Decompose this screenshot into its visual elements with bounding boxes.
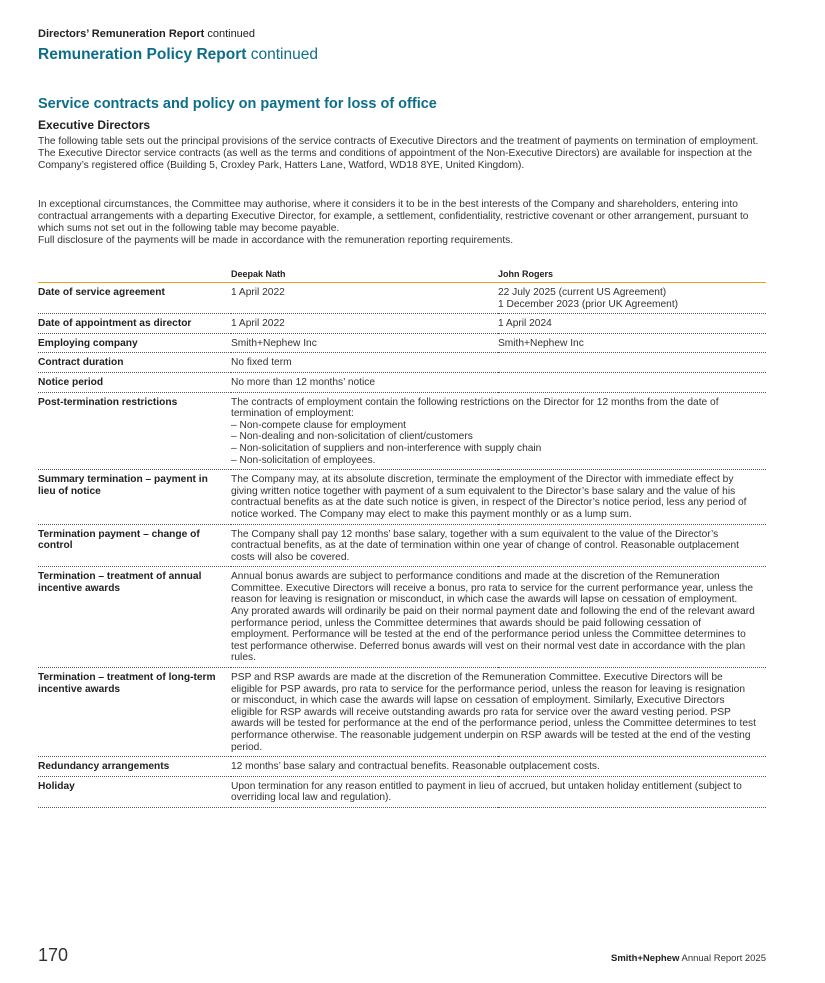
column-header-deepak-nath: Deepak Nath — [231, 267, 498, 283]
intro-paragraph-2 — [38, 199, 766, 247]
report-suffix: continued — [207, 28, 256, 40]
cell-value — [231, 392, 766, 470]
page-title: Service contracts and policy on payment for loss of office — [38, 96, 437, 112]
running-header — [38, 28, 255, 40]
table-row — [38, 567, 766, 668]
cell-value: Smith+Nephew Inc — [231, 333, 498, 353]
restrictions-list — [231, 420, 756, 466]
cell-value: The Company may, at its absolute discretion, terminate the employment of the Director with immediate effect by giving written notice together with payment of a sum equivalent to the Director’s base salary and the value of his contractual benefits as at the date such notice is given, in respect of the Director’s notice period, less any period of notice worked. The Company may elect to make this payment monthly or as a lump sum. — [231, 470, 766, 524]
report-name: Directors’ Remuneration Report — [38, 28, 205, 40]
section-suffix: continued — [250, 46, 318, 63]
header-empty — [38, 267, 231, 283]
row-label: Date of appointment as director — [38, 314, 231, 334]
row-label: Termination – treatment of long-term incentive awards — [38, 668, 231, 757]
row-label: Holiday — [38, 776, 231, 807]
cell-text: The contracts of employment contain the following restrictions on the Director for 12 months from the date of termination of employment: — [231, 396, 719, 420]
row-label: Date of service agreement — [38, 283, 231, 314]
subsection-title: Executive Directors — [38, 118, 151, 132]
column-header-john-rogers: John Rogers — [498, 267, 766, 283]
row-label: Termination payment – change of control — [38, 524, 231, 567]
row-label: Redundancy arrangements — [38, 757, 231, 777]
table-row — [38, 353, 766, 373]
service-contracts-table — [38, 267, 766, 808]
cell-value: Annual bonus awards are subject to performance conditions and made at the discretion of the Remuneration Committee. Executive Directors will receive a bonus, pro rata to service for the current performance year, unless the reason for leaving is resignation or misconduct, in which case the awards will lapse on cessation of employment. Any prorated awards will ordinarily be paid on their normal payment date and following the end of the relevant award performance period, unless the Committee determines that awards should be paid following cessation of employment. Performance will be tested at the end of the performance period unless the Committee determines to test performance otherwise. Deferred bonus awards will vest on their normal vest date in accordance with the plan rules. — [231, 567, 766, 668]
row-label: Notice period — [38, 372, 231, 392]
cell-value: 1 April 2024 — [498, 314, 766, 334]
cell-value: 1 April 2022 — [231, 283, 498, 314]
cell-value: 1 April 2022 — [231, 314, 498, 334]
section-name: Remuneration Policy Report — [38, 46, 247, 63]
cell-value: No fixed term — [231, 353, 766, 373]
intro-paragraph-2a: In exceptional circumstances, the Committee may authorise, where it considers it to be in the best interests of the Company and shareholders, entering into contractual arrangements with a departing Executive Director, for example, a settlement, confidentiality, restrictive covenant or other arrangement, pursuant to which sums not set out in the following table may become payable. — [38, 199, 749, 234]
table-row — [38, 776, 766, 807]
section-header — [38, 46, 318, 64]
row-label: Post-termination restrictions — [38, 392, 231, 470]
cell-value: 12 months’ base salary and contractual benefits. Reasonable outplacement costs. — [231, 757, 766, 777]
table-row — [38, 314, 766, 334]
cell-value: PSP and RSP awards are made at the discretion of the Remuneration Committee. Executive Directors will be eligible for PSP awards, pro rata to service for the performance period, unless the reason for leaving is resignation or misconduct, in which case the awards will lapse on cessation of employment. Similarly, Executive Directors eligible for RSP awards will receive outstanding awards pro rata for service over the award vesting period. PSP awards will be tested for performance at the end of the performance period, unless the Committee determines to test performance otherwise. The reasonable judgement underpin on RSP awards will be tested at the end of the vesting period. — [231, 668, 766, 757]
row-label: Termination – treatment of annual incentive awards — [38, 567, 231, 668]
intro-paragraph-1: The following table sets out the principal provisions of the service contracts of Executive Directors and the treatment of payments on termination of employment. The Executive Director service contracts (as well as the terms and conditions of appointment of the Non-Executive Directors) are available for inspection at the Company’s registered office (Building 5, Croxley Park, Hatters Lane, Watford, WD18 8YE, United Kingdom). — [38, 136, 759, 171]
table-row — [38, 524, 766, 567]
table-row — [38, 668, 766, 757]
row-label: Summary termination – payment in lieu of notice — [38, 470, 231, 524]
table-row — [38, 757, 766, 777]
table-row — [38, 283, 766, 314]
report-title: Annual Report 2025 — [681, 953, 766, 964]
table-header-row — [38, 267, 766, 283]
list-item: – Non-solicitation of suppliers and non-interference with supply chain — [231, 443, 756, 455]
cell-value: The Company shall pay 12 months’ base salary, together with a sum equivalent to the value of the Director’s contractual benefits, as at the date of termination within one year of change of control. Reasonable outplacement costs will also be covered. — [231, 524, 766, 567]
list-item: – Non-compete clause for employment — [231, 420, 756, 432]
row-label: Contract duration — [38, 353, 231, 373]
list-item: – Non-dealing and non-solicitation of client/customers — [231, 431, 756, 443]
row-label: Employing company — [38, 333, 231, 353]
list-item: – Non-solicitation of employees. — [231, 455, 756, 467]
cell-line: 1 December 2023 (prior UK Agreement) — [498, 298, 679, 310]
cell-value: Upon termination for any reason entitled to payment in lieu of accrued, but untaken holiday entitlement (subject to overriding local law and regulation). — [231, 776, 766, 807]
table-row — [38, 372, 766, 392]
cell-line: 22 July 2025 (current US Agreement) — [498, 287, 667, 298]
table-row — [38, 333, 766, 353]
intro-paragraph-2b: Full disclosure of the payments will be made in accordance with the remuneration reporting requirements. — [38, 235, 514, 246]
cell-value: Smith+Nephew Inc — [498, 333, 766, 353]
page-number: 170 — [38, 945, 69, 965]
cell-value: No more than 12 months’ notice — [231, 372, 766, 392]
table-row — [38, 470, 766, 524]
cell-value — [498, 283, 766, 314]
footer-brand — [611, 953, 766, 964]
brand-name: Smith+Nephew — [610, 953, 680, 964]
table-row — [38, 392, 766, 470]
